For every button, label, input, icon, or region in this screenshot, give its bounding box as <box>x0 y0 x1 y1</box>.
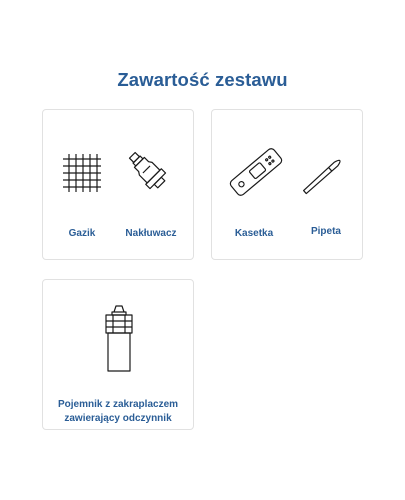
item-label-dropper-container <box>43 398 193 426</box>
gauze-grid-icon <box>62 153 102 193</box>
item-label-gauze: Gazik <box>68 228 96 239</box>
item-label-lancet: Nakłuwacz <box>125 228 177 239</box>
dropper-container-icon <box>104 304 134 374</box>
kit-card-gauze-lancet <box>42 109 194 260</box>
test-cassette-icon <box>228 144 284 200</box>
page-title: Zawartość zestawu <box>117 69 288 90</box>
lancet-icon <box>129 152 171 194</box>
kit-card-dropper-container <box>42 279 194 430</box>
item-label-pipette: Pipeta <box>310 226 341 237</box>
pipette-icon <box>302 152 348 196</box>
kit-card-cassette-pipette <box>211 109 363 260</box>
item-label-line-2: zawierający odczynnik <box>64 413 172 424</box>
item-label-line-1: Pojemnik z zakraplaczem <box>57 399 179 410</box>
item-label-cassette: Kasetka <box>234 228 274 239</box>
